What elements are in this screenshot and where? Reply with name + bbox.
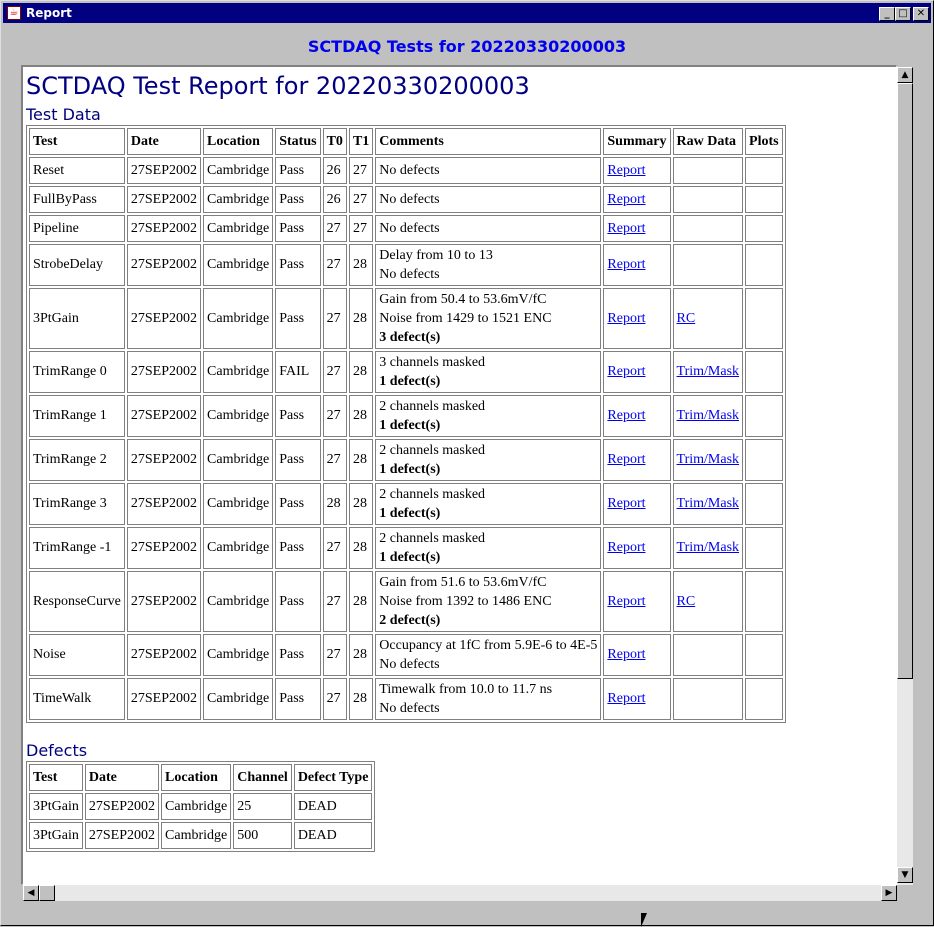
comment-line: Noise from 1392 to 1486 ENC: [379, 594, 552, 609]
raw-data-link[interactable]: Trim/Mask: [676, 364, 740, 379]
date-cell: 27SEP2002: [85, 822, 159, 849]
comments-cell: [375, 395, 601, 437]
summary-report-link[interactable]: Report: [607, 364, 646, 379]
table-row: [29, 395, 783, 437]
status-cell: Pass: [275, 571, 320, 632]
location-cell: Cambridge: [203, 439, 273, 481]
column-header: T0: [323, 128, 347, 155]
scroll-left-button[interactable]: ◀: [23, 885, 39, 901]
date-cell: 27SEP2002: [127, 571, 201, 632]
t0-cell: 27: [323, 215, 347, 242]
scroll-up-button[interactable]: ▲: [897, 67, 913, 83]
raw-data-link[interactable]: Trim/Mask: [676, 540, 740, 555]
raw-data-cell: [673, 395, 744, 437]
table-row: [29, 157, 783, 184]
plots-cell: [745, 678, 783, 720]
test-name-cell: ResponseCurve: [29, 571, 125, 632]
table-row: [29, 793, 372, 820]
summary-cell: [603, 527, 670, 569]
table-row: [29, 351, 783, 393]
location-cell: Cambridge: [203, 157, 273, 184]
test-name-cell: 3PtGain: [29, 288, 125, 349]
comment-line: Gain from 51.6 to 53.6mV/fC: [379, 575, 547, 590]
horizontal-scroll-thumb[interactable]: [39, 885, 55, 901]
table-row: [29, 571, 783, 632]
plots-cell: [745, 351, 783, 393]
channel-cell: 25: [233, 793, 292, 820]
t0-cell: 27: [323, 351, 347, 393]
plots-cell: [745, 439, 783, 481]
summary-cell: [603, 186, 670, 213]
location-cell: Cambridge: [203, 571, 273, 632]
comment-line: Delay from 10 to 13: [379, 248, 493, 263]
comment-line: No defects: [379, 657, 440, 672]
column-header: Location: [203, 128, 273, 155]
summary-report-link[interactable]: Report: [607, 220, 646, 236]
title-bar[interactable]: [3, 3, 931, 23]
plots-cell: [745, 571, 783, 632]
t0-cell: 28: [323, 483, 347, 525]
status-cell: Pass: [275, 157, 320, 184]
comment-line: 2 channels masked: [379, 531, 486, 546]
column-header: Status: [275, 128, 320, 155]
plots-cell: [745, 395, 783, 437]
raw-data-cell: [673, 186, 744, 213]
t1-cell: 27: [349, 186, 373, 213]
summary-report-link[interactable]: Report: [607, 540, 646, 555]
defect-count: 1 defect(s): [379, 550, 441, 565]
comments-cell: [375, 483, 601, 525]
comment-line: 2 channels masked: [379, 399, 486, 414]
column-header: Raw Data: [673, 128, 744, 155]
report-content: [26, 71, 886, 852]
raw-data-cell: [673, 215, 744, 242]
t0-cell: 27: [323, 678, 347, 720]
maximize-button[interactable]: □: [895, 7, 911, 21]
comments-cell: [375, 634, 601, 676]
defect-count: 3 defect(s): [379, 330, 441, 345]
test-name-cell: TrimRange 2: [29, 439, 125, 481]
summary-cell: [603, 483, 670, 525]
defects-table: [26, 761, 375, 852]
location-cell: Cambridge: [203, 678, 273, 720]
horizontal-scrollbar[interactable]: [23, 885, 897, 901]
test-name-cell: TimeWalk: [29, 678, 125, 720]
t1-cell: 27: [349, 157, 373, 184]
summary-report-link[interactable]: Report: [607, 593, 646, 609]
status-cell: Pass: [275, 483, 320, 525]
defect-count: 1 defect(s): [379, 418, 441, 433]
location-cell: Cambridge: [203, 186, 273, 213]
t0-cell: 26: [323, 186, 347, 213]
table-row: [29, 288, 783, 349]
defect-count: 1 defect(s): [379, 462, 441, 477]
location-cell: Cambridge: [161, 822, 231, 849]
minimize-button[interactable]: _: [879, 7, 895, 21]
table-row: [29, 678, 783, 720]
summary-cell: [603, 678, 670, 720]
column-header: Test: [29, 128, 125, 155]
defect-type-cell: DEAD: [294, 822, 373, 849]
defect-count: 1 defect(s): [379, 506, 441, 521]
raw-data-cell: [673, 351, 744, 393]
test-name-cell: Reset: [29, 157, 125, 184]
column-header: Summary: [603, 128, 670, 155]
t1-cell: 28: [349, 527, 373, 569]
t1-cell: 28: [349, 634, 373, 676]
t1-cell: 28: [349, 483, 373, 525]
t0-cell: 27: [323, 634, 347, 676]
summary-cell: [603, 439, 670, 481]
date-cell: 27SEP2002: [127, 634, 201, 676]
date-cell: 27SEP2002: [127, 678, 201, 720]
t0-cell: 27: [323, 244, 347, 286]
t0-cell: 27: [323, 439, 347, 481]
comments-cell: [375, 351, 601, 393]
table-row: [29, 634, 783, 676]
comment-line: Gain from 50.4 to 53.6mV/fC: [379, 292, 547, 307]
summary-cell: [603, 395, 670, 437]
comments-cell: [375, 215, 601, 242]
comments-cell: [375, 678, 601, 720]
t0-cell: 27: [323, 395, 347, 437]
raw-data-link[interactable]: Trim/Mask: [676, 496, 740, 511]
raw-data-cell: [673, 527, 744, 569]
raw-data-cell: [673, 634, 744, 676]
test-name-cell: StrobeDelay: [29, 244, 125, 286]
summary-cell: [603, 634, 670, 676]
test-data-table: [26, 125, 786, 723]
date-cell: 27SEP2002: [127, 439, 201, 481]
defects-heading: Defects: [26, 741, 88, 760]
date-cell: 27SEP2002: [127, 395, 201, 437]
raw-data-cell: [673, 157, 744, 184]
t1-cell: 28: [349, 395, 373, 437]
raw-data-link[interactable]: Trim/Mask: [676, 452, 740, 467]
summary-report-link[interactable]: Report: [607, 310, 646, 326]
channel-cell: 500: [233, 822, 292, 849]
date-cell: 27SEP2002: [127, 215, 201, 242]
t1-cell: 28: [349, 678, 373, 720]
plots-cell: [745, 186, 783, 213]
summary-report-link[interactable]: Report: [607, 496, 646, 511]
location-cell: Cambridge: [161, 793, 231, 820]
table-row: [29, 215, 783, 242]
table-row: [29, 244, 783, 286]
raw-data-cell: [673, 483, 744, 525]
comments-cell: [375, 186, 601, 213]
raw-data-cell: [673, 244, 744, 286]
column-header: Channel: [233, 764, 292, 791]
plots-cell: [745, 634, 783, 676]
column-header: T1: [349, 128, 373, 155]
summary-report-link[interactable]: Report: [607, 191, 646, 207]
column-header: Plots: [745, 128, 783, 155]
plots-cell: [745, 288, 783, 349]
location-cell: Cambridge: [203, 215, 273, 242]
status-cell: Pass: [275, 527, 320, 569]
test-name-cell: FullByPass: [29, 186, 125, 213]
column-header: Location: [161, 764, 231, 791]
comments-cell: [375, 157, 601, 184]
date-cell: 27SEP2002: [127, 157, 201, 184]
date-cell: 27SEP2002: [127, 483, 201, 525]
comment-line: No defects: [379, 267, 440, 282]
location-cell: Cambridge: [203, 351, 273, 393]
location-cell: Cambridge: [203, 634, 273, 676]
report-viewport[interactable]: [21, 65, 897, 885]
summary-cell: [603, 288, 670, 349]
report-banner: SCTDAQ Tests for 20220330200003: [307, 37, 627, 56]
status-cell: Pass: [275, 439, 320, 481]
summary-report-link[interactable]: Report: [607, 691, 646, 706]
status-cell: FAIL: [275, 351, 320, 393]
date-cell: 27SEP2002: [85, 793, 159, 820]
raw-data-cell: [673, 439, 744, 481]
comment-line: No defects: [379, 163, 440, 178]
summary-report-link[interactable]: Report: [607, 408, 646, 423]
vertical-scroll-thumb[interactable]: [897, 83, 913, 679]
date-cell: 27SEP2002: [127, 186, 201, 213]
date-cell: 27SEP2002: [127, 244, 201, 286]
status-cell: Pass: [275, 244, 320, 286]
summary-report-link[interactable]: Report: [607, 452, 646, 467]
t0-cell: 26: [323, 157, 347, 184]
comments-cell: [375, 439, 601, 481]
comment-line: Timewalk from 10.0 to 11.7 ns: [379, 682, 553, 697]
location-cell: Cambridge: [203, 527, 273, 569]
test-name-cell: TrimRange -1: [29, 527, 125, 569]
test-name-cell: 3PtGain: [29, 793, 83, 820]
summary-report-link[interactable]: Report: [607, 162, 646, 178]
t1-cell: 27: [349, 215, 373, 242]
raw-data-cell: [673, 678, 744, 720]
summary-report-link[interactable]: Report: [607, 647, 646, 662]
t1-cell: 28: [349, 351, 373, 393]
window-title: Report: [26, 6, 72, 20]
test-name-cell: TrimRange 1: [29, 395, 125, 437]
t0-cell: 27: [323, 571, 347, 632]
scroll-down-button[interactable]: ▼: [897, 867, 913, 883]
raw-data-cell: [673, 288, 744, 349]
comments-cell: [375, 244, 601, 286]
status-cell: Pass: [275, 634, 320, 676]
defect-type-cell: DEAD: [294, 793, 373, 820]
location-cell: Cambridge: [203, 244, 273, 286]
mouse-cursor-icon: [641, 913, 647, 927]
table-row: [29, 527, 783, 569]
comments-cell: [375, 527, 601, 569]
defect-count: 1 defect(s): [379, 374, 441, 389]
comment-line: No defects: [379, 701, 440, 716]
test-data-heading: Test Data: [26, 105, 101, 124]
status-cell: Pass: [275, 678, 320, 720]
column-header: Comments: [375, 128, 601, 155]
status-cell: Pass: [275, 395, 320, 437]
location-cell: Cambridge: [203, 483, 273, 525]
comment-line: 2 channels masked: [379, 443, 486, 458]
summary-cell: [603, 571, 670, 632]
summary-cell: [603, 244, 670, 286]
raw-data-link[interactable]: RC: [676, 310, 696, 326]
raw-data-link[interactable]: RC: [676, 593, 696, 609]
plots-cell: [745, 215, 783, 242]
plots-cell: [745, 244, 783, 286]
plots-cell: [745, 157, 783, 184]
summary-cell: [603, 215, 670, 242]
comment-line: 2 channels masked: [379, 487, 486, 502]
location-cell: Cambridge: [203, 288, 273, 349]
date-cell: 27SEP2002: [127, 351, 201, 393]
test-name-cell: 3PtGain: [29, 822, 83, 849]
t1-cell: 28: [349, 288, 373, 349]
table-row: [29, 186, 783, 213]
comment-line: No defects: [379, 192, 440, 207]
table-row: [29, 439, 783, 481]
report-title: SCTDAQ Test Report for 20220330200003: [26, 72, 530, 100]
comment-line: 3 channels masked: [379, 355, 486, 370]
status-cell: Pass: [275, 186, 320, 213]
java-cup-icon[interactable]: ☕: [7, 6, 21, 20]
close-button[interactable]: ✕: [913, 7, 929, 21]
comment-line: Occupancy at 1fC from 5.9E-6 to 4E-5: [379, 638, 598, 653]
test-name-cell: Noise: [29, 634, 125, 676]
column-header: Date: [85, 764, 159, 791]
raw-data-link[interactable]: Trim/Mask: [676, 408, 740, 423]
column-header: Defect Type: [294, 764, 373, 791]
t1-cell: 28: [349, 244, 373, 286]
vertical-scrollbar[interactable]: [897, 67, 913, 885]
table-row: [29, 483, 783, 525]
table-row: [29, 822, 372, 849]
t0-cell: 27: [323, 288, 347, 349]
column-header: Test: [29, 764, 83, 791]
t1-cell: 28: [349, 571, 373, 632]
test-name-cell: Pipeline: [29, 215, 125, 242]
summary-cell: [603, 351, 670, 393]
t0-cell: 27: [323, 527, 347, 569]
column-header: Date: [127, 128, 201, 155]
plots-cell: [745, 483, 783, 525]
plots-cell: [745, 527, 783, 569]
test-name-cell: TrimRange 3: [29, 483, 125, 525]
raw-data-cell: [673, 571, 744, 632]
status-cell: Pass: [275, 288, 320, 349]
status-cell: Pass: [275, 215, 320, 242]
test-name-cell: TrimRange 0: [29, 351, 125, 393]
t1-cell: 28: [349, 439, 373, 481]
date-cell: 27SEP2002: [127, 527, 201, 569]
summary-report-link[interactable]: Report: [607, 257, 646, 272]
comment-line: Noise from 1429 to 1521 ENC: [379, 311, 552, 326]
comments-cell: [375, 571, 601, 632]
location-cell: Cambridge: [203, 395, 273, 437]
date-cell: 27SEP2002: [127, 288, 201, 349]
defect-count: 2 defect(s): [379, 613, 441, 628]
comments-cell: [375, 288, 601, 349]
summary-cell: [603, 157, 670, 184]
scroll-right-button[interactable]: ▶: [881, 885, 897, 901]
comment-line: No defects: [379, 221, 440, 236]
